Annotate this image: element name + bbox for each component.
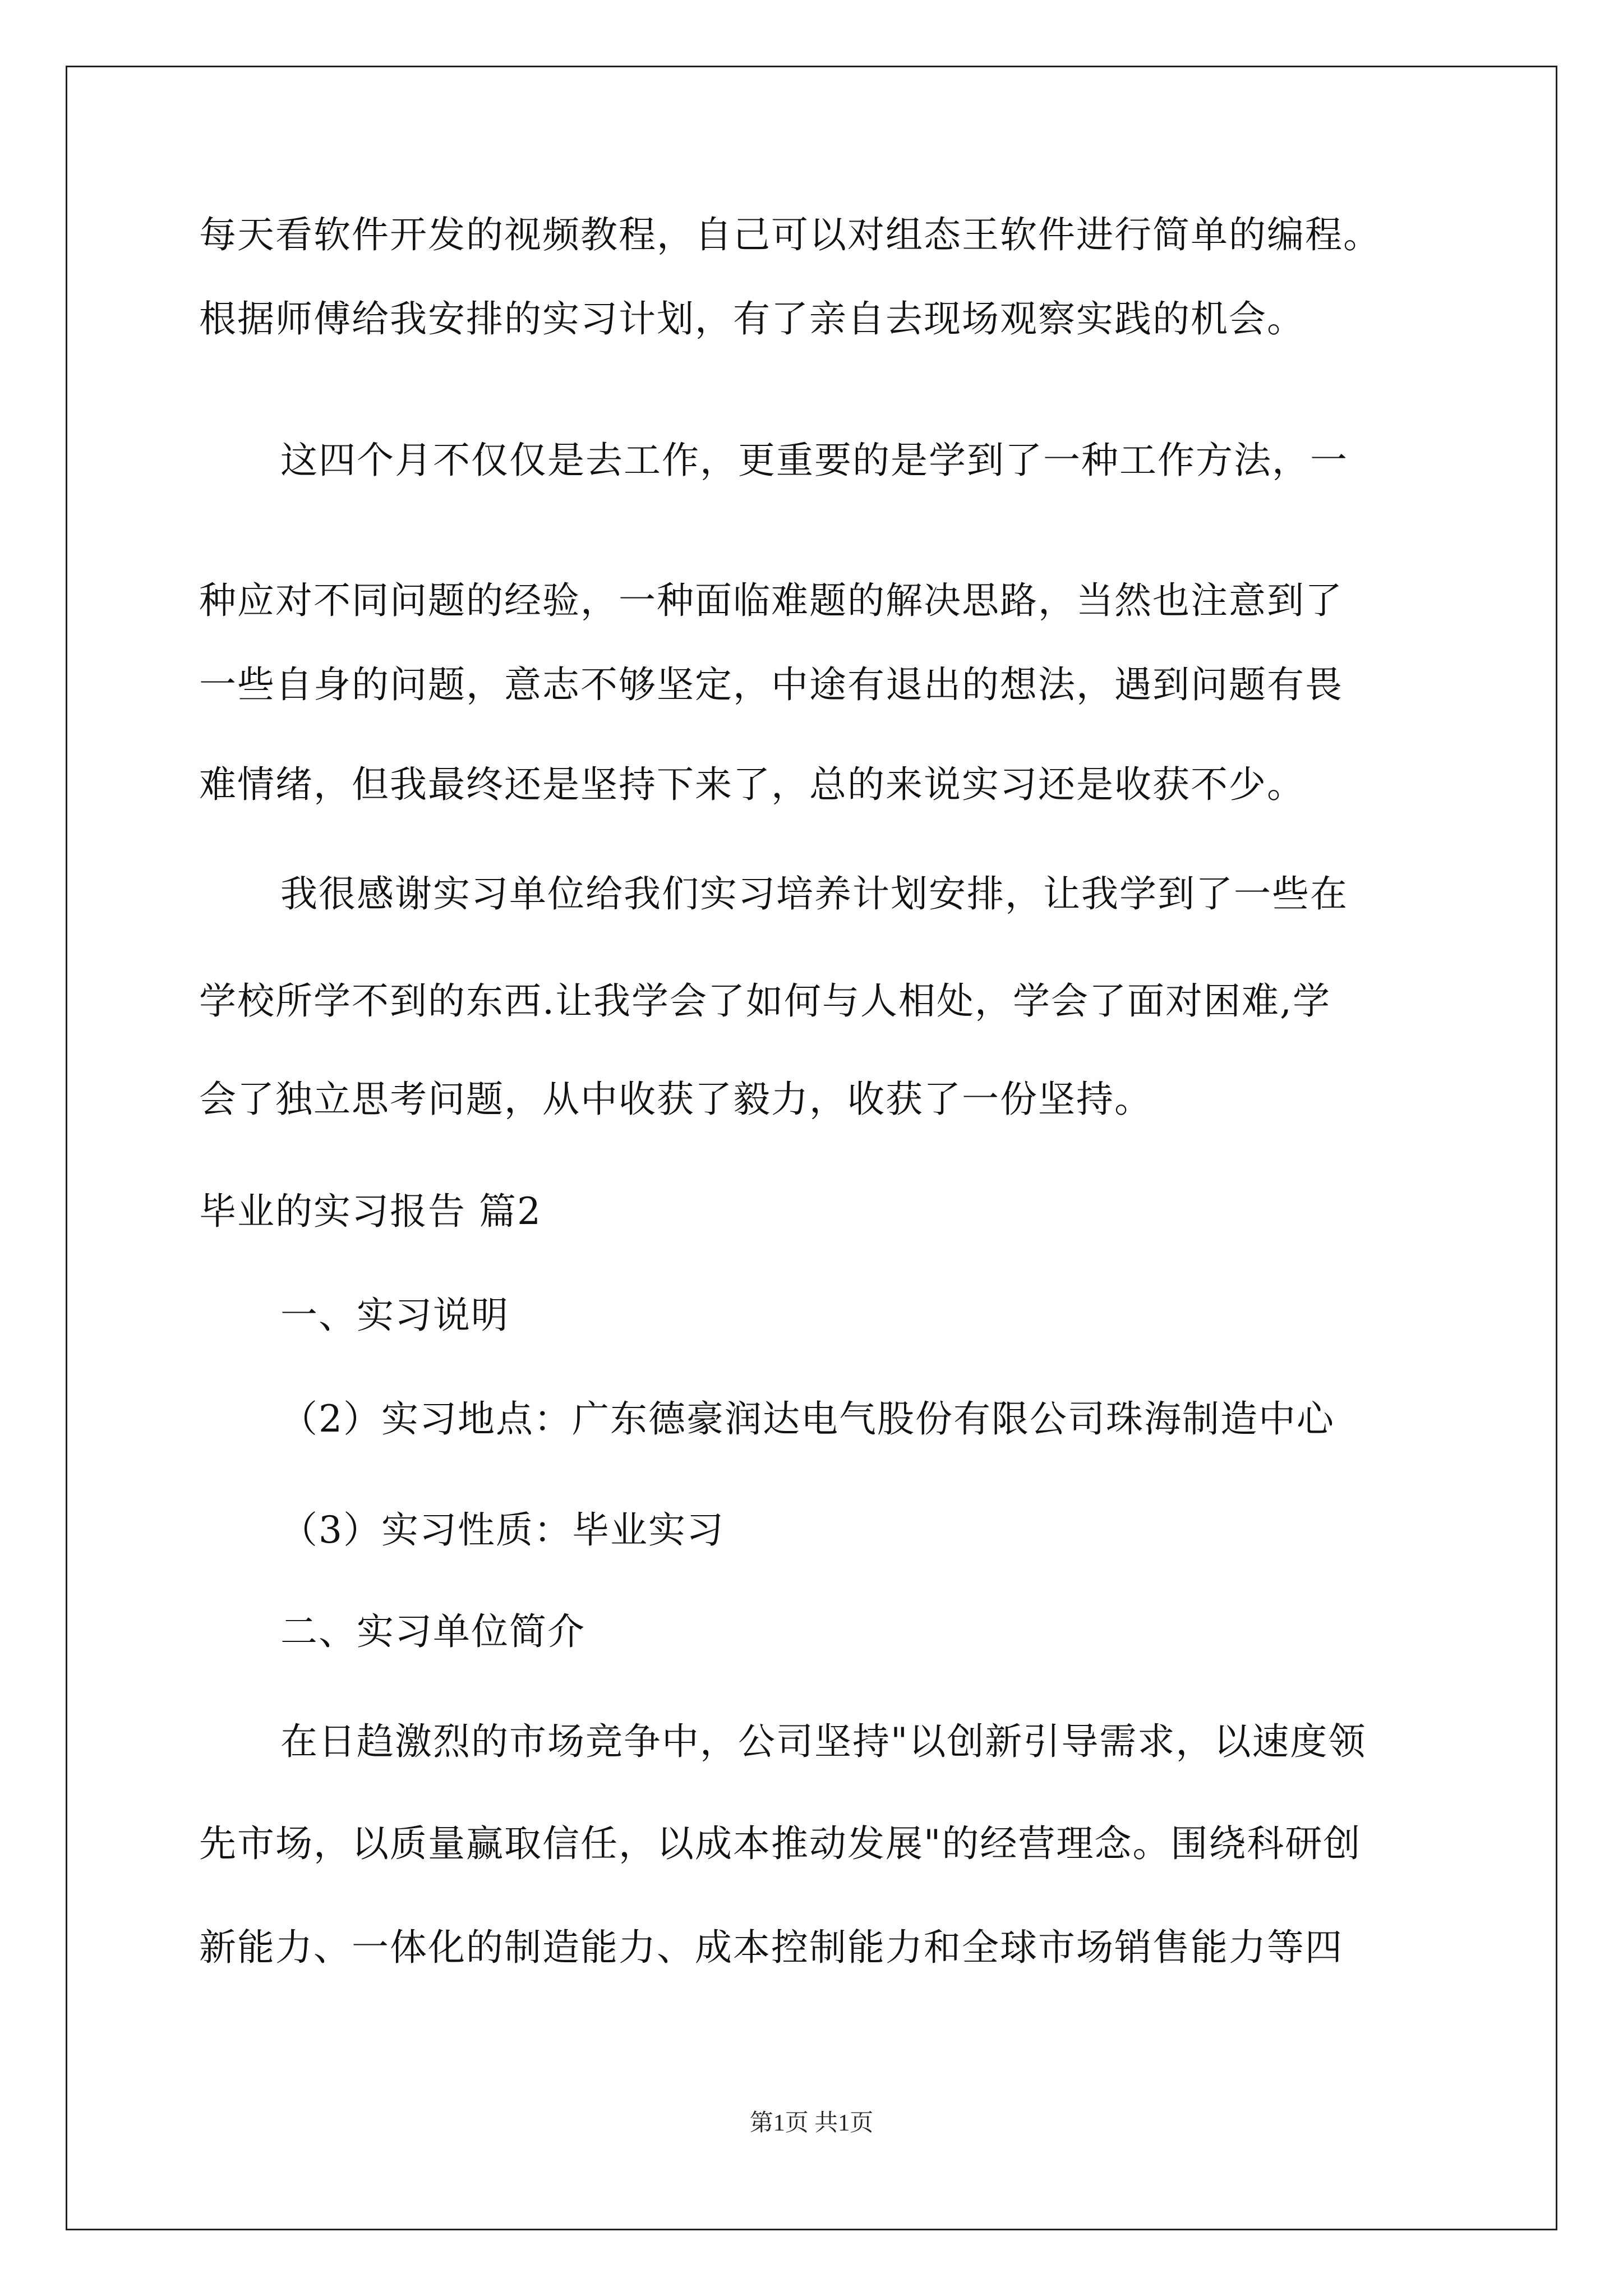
paragraph-line: 学校所学不到的东西.让我学会了如何与人相处，学会了面对困难,学 bbox=[199, 979, 1331, 1023]
paragraph-line: 根据师傅给我安排的实习计划，有了亲自去现场观察实践的机会。 bbox=[199, 297, 1305, 341]
subheading: 二、实习单位简介 bbox=[280, 1610, 585, 1653]
paragraph-line: 会了独立思考问题，从中收获了毅力，收获了一份坚持。 bbox=[199, 1078, 1152, 1121]
subheading: 一、实习说明 bbox=[280, 1294, 509, 1337]
page-border bbox=[66, 66, 1557, 2230]
paragraph-line: 我很感谢实习单位给我们实习培养计划安排，让我学到了一些在 bbox=[280, 872, 1348, 915]
section-heading: 毕业的实习报告 篇2 bbox=[199, 1190, 542, 1233]
paragraph-line: 在日趋激烈的市场竞争中，公司坚持"以创新引导需求，以速度领 bbox=[280, 1720, 1367, 1763]
paragraph-line: 一些自身的问题，意志不够坚定，中途有退出的想法，遇到问题有畏 bbox=[199, 663, 1343, 706]
paragraph-line: 这四个月不仅仅是去工作，更重要的是学到了一种工作方法，一 bbox=[280, 439, 1348, 482]
paragraph-line: （3）实习性质：毕业实习 bbox=[280, 1508, 725, 1552]
paragraph-line: 种应对不同问题的经验，一种面临难题的解决思路，当然也注意到了 bbox=[199, 579, 1343, 622]
paragraph-line: 先市场，以质量赢取信任，以成本推动发展"的经营理念。围绕科研创 bbox=[199, 1822, 1362, 1865]
paragraph-line: （2）实习地点：广东德豪润达电气股份有限公司珠海制造中心 bbox=[280, 1397, 1335, 1441]
paragraph-line: 难情绪，但我最终还是坚持下来了，总的来说实习还是收获不少。 bbox=[199, 763, 1305, 806]
page-footer: 第1页 共1页 bbox=[749, 2110, 874, 2136]
paragraph-line: 每天看软件开发的视频教程，自己可以对组态王软件进行简单的编程。 bbox=[199, 213, 1381, 256]
paragraph-line: 新能力、一体化的制造能力、成本控制能力和全球市场销售能力等四 bbox=[199, 1926, 1343, 1969]
